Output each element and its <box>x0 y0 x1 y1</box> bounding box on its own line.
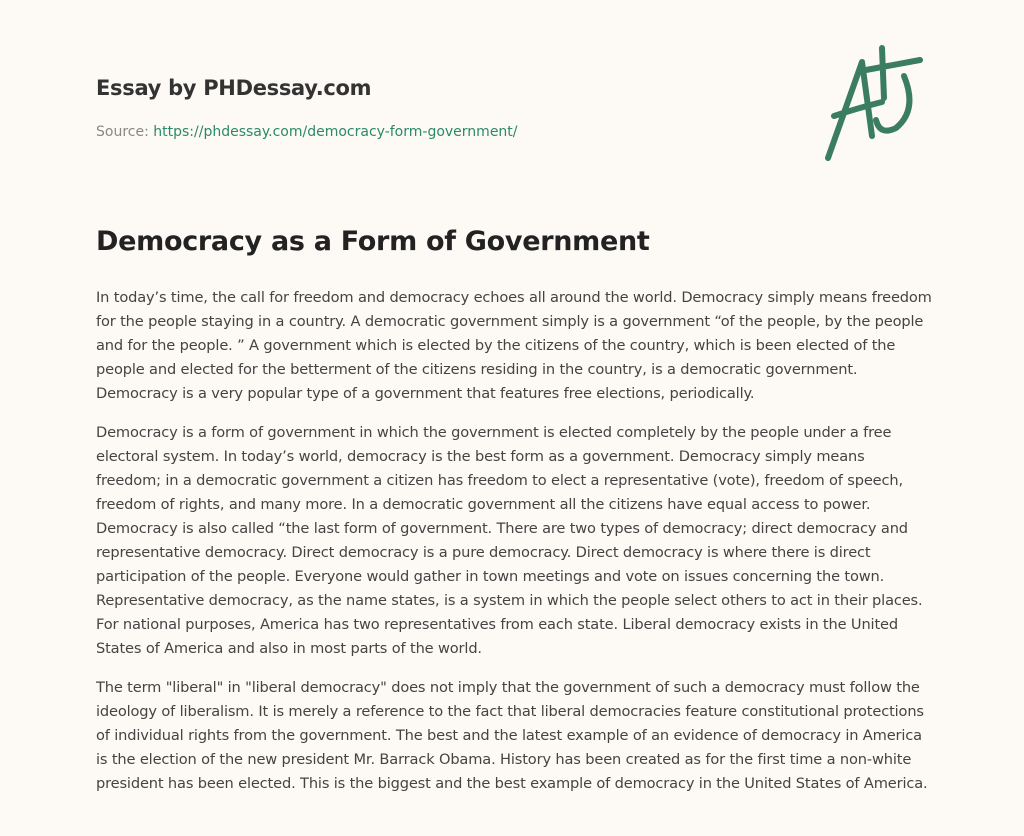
paragraph: In today’s time, the call for freedom and democracy echoes all around the world. Democracy simply means freedom for the people staying in a country. A democratic government simply is a government “of the people, by the people and for the people. ” A government which is elected by the citizens of the country, which is been elected of the people and elected for the betterment of the citizens residing in the country, is a democratic government. Democracy is a very popular type of a government that features free elections, periodically. <box>96 289 932 402</box>
source-line <box>96 124 518 140</box>
paragraph: Democracy is a form of government in which the government is elected completely by the people under a free electoral system. In today’s world, democracy is the best form as a government. Democracy simply means freedom; in a democratic government a citizen has freedom to elect a representative (vote), freedom of speech, freedom of rights, and many more. In a democratic government all the citizens have equal access to power. Democracy is also called “the last form of government. There are two types of democracy; direct democracy and representative democracy. Direct democracy is a pure democracy. Direct democracy is where there is direct participation of the people. Everyone would gather in town meetings and vote on issues concerning the town. Representative democracy, as the name states, is a system in which the people select others to act in their places. For national purposes, America has two representatives from each state. Liberal democracy exists in the United States of America and also in most parts of the world. <box>96 424 923 657</box>
essay-title: Democracy as a Form of Government <box>96 226 650 257</box>
paragraph: The term "liberal" in "liberal democracy" does not imply that the government of such a democracy must follow the ideology of liberalism. It is merely a reference to the fact that liberal democracies feature constitutional protections of individual rights from the government. The best and the latest example of an evidence of democracy in America is the election of the new president Mr. Barrack Obama. History has been created as for the first time a non-white president has been elected. This is the biggest and the best example of democracy in the United States of America. <box>96 679 928 792</box>
source-link[interactable]: https://phdessay.com/democracy-form-government/ <box>153 124 518 140</box>
source-label: Source: <box>96 124 149 140</box>
essay-body <box>96 286 932 811</box>
site-brand: Essay by PHDessay.com <box>96 76 372 100</box>
a-plus-logo <box>820 40 930 165</box>
